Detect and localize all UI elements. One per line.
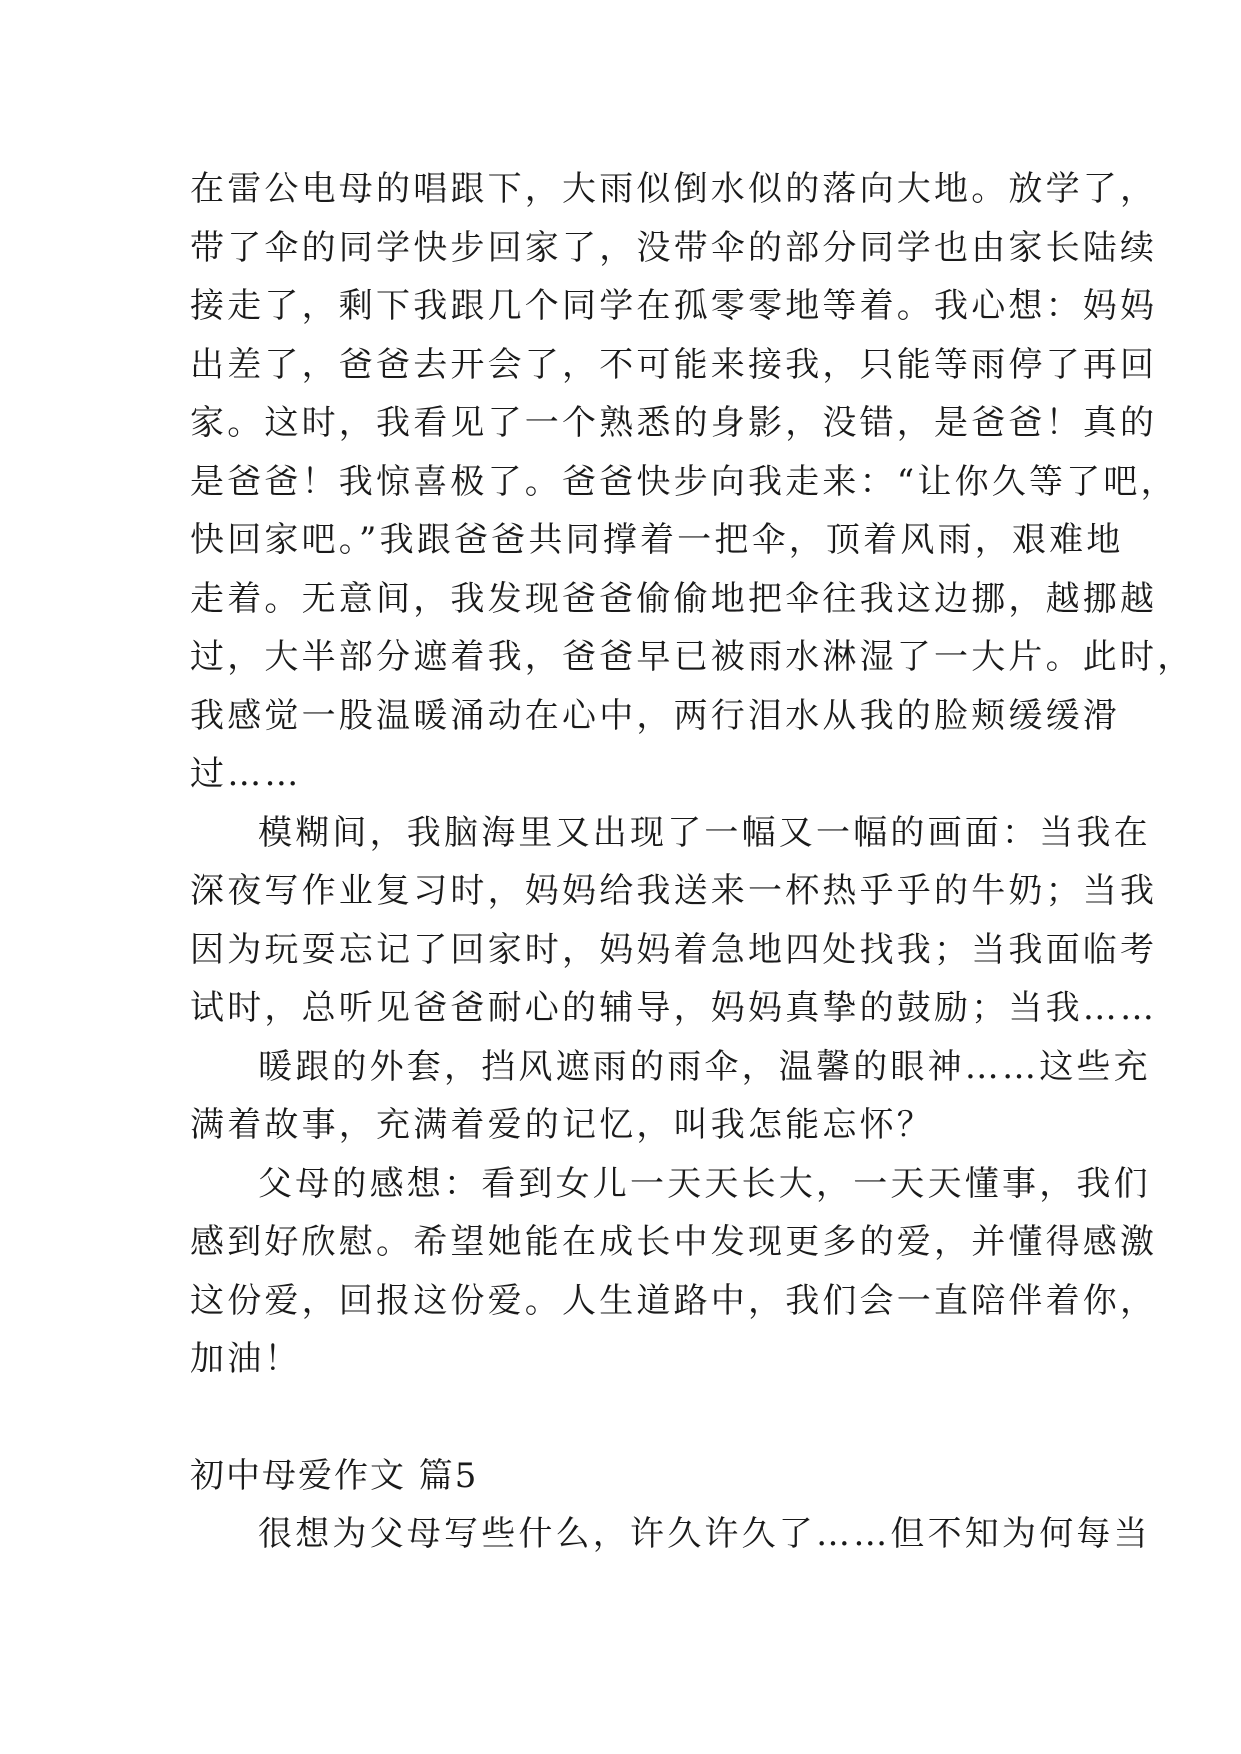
paragraph-2: [190, 804, 1158, 1038]
text-line: 快回家吧。”我跟爸爸共同撑着一把伞，顶着风雨，艰难地: [190, 520, 1124, 560]
paragraph-1: [190, 160, 1195, 804]
text-line: 我感觉一股温暖涌动在心中，两行泪水从我的脸颊缓缓滑: [190, 695, 1120, 736]
text-line: 接走了，剩下我跟几个同学在孤零零地等着。我心想：妈妈: [190, 286, 1158, 326]
text-line: 试时，总听见爸爸耐心的辅导，妈妈真挚的鼓励；当我……: [190, 988, 1158, 1028]
text-line: 过……: [190, 754, 302, 794]
text-line: 因为玩耍忘记了回家时，妈妈着急地四处找我；当我面临考: [190, 929, 1158, 970]
text-line: 加油！: [190, 1339, 302, 1379]
paragraph-3: [190, 1038, 1151, 1155]
text-line: 家。这时，我看见了一个熟悉的身影，没错，是爸爸！真的: [190, 403, 1158, 443]
text-line: 很想为父母写些什么，许久许久了……但不知为何每当: [258, 1514, 1151, 1554]
text-line: 暖跟的外套，挡风遮雨的雨伞，温馨的眼神……这些充: [258, 1046, 1151, 1087]
text-line: 出差了，爸爸去开会了，不可能来接我，只能等雨停了再回: [190, 344, 1158, 385]
section-spacer: [190, 1389, 1056, 1447]
section-heading: 初中母爱作文 篇5: [190, 1455, 479, 1496]
text-line: 是爸爸！我惊喜极了。爸爸快步向我走来：“让你久等了吧，: [190, 461, 1178, 502]
text-line: 这份爱，回报这份爱。人生道路中，我们会一直陪伴着你，: [190, 1280, 1158, 1321]
paragraph-4: [190, 1155, 1158, 1389]
text-line: 满着故事，充满着爱的记忆，叫我怎能忘怀？: [190, 1105, 934, 1145]
document-page: [190, 160, 1195, 1564]
text-line: 模糊间，我脑海里又出现了一幅又一幅的画面：当我在: [258, 812, 1151, 853]
text-line: 走着。无意间，我发现爸爸偷偷地把伞往我这边挪，越挪越: [190, 578, 1158, 619]
text-line: 父母的感想：看到女儿一天天长大，一天天懂事，我们: [258, 1163, 1151, 1204]
text-line: 过，大半部分遮着我，爸爸早已被雨水淋湿了一大片。此时，: [190, 637, 1195, 677]
text-line: 带了伞的同学快步回家了，没带伞的部分同学也由家长陆续: [190, 227, 1158, 268]
text-line: 在雷公电母的唱跟下，大雨似倒水似的落向大地。放学了，: [190, 169, 1158, 209]
text-line: 深夜写作业复习时，妈妈给我送来一杯热乎乎的牛奶；当我: [190, 871, 1158, 911]
text-line: 感到好欣慰。希望她能在成长中发现更多的爱，并懂得感激: [190, 1222, 1158, 1262]
